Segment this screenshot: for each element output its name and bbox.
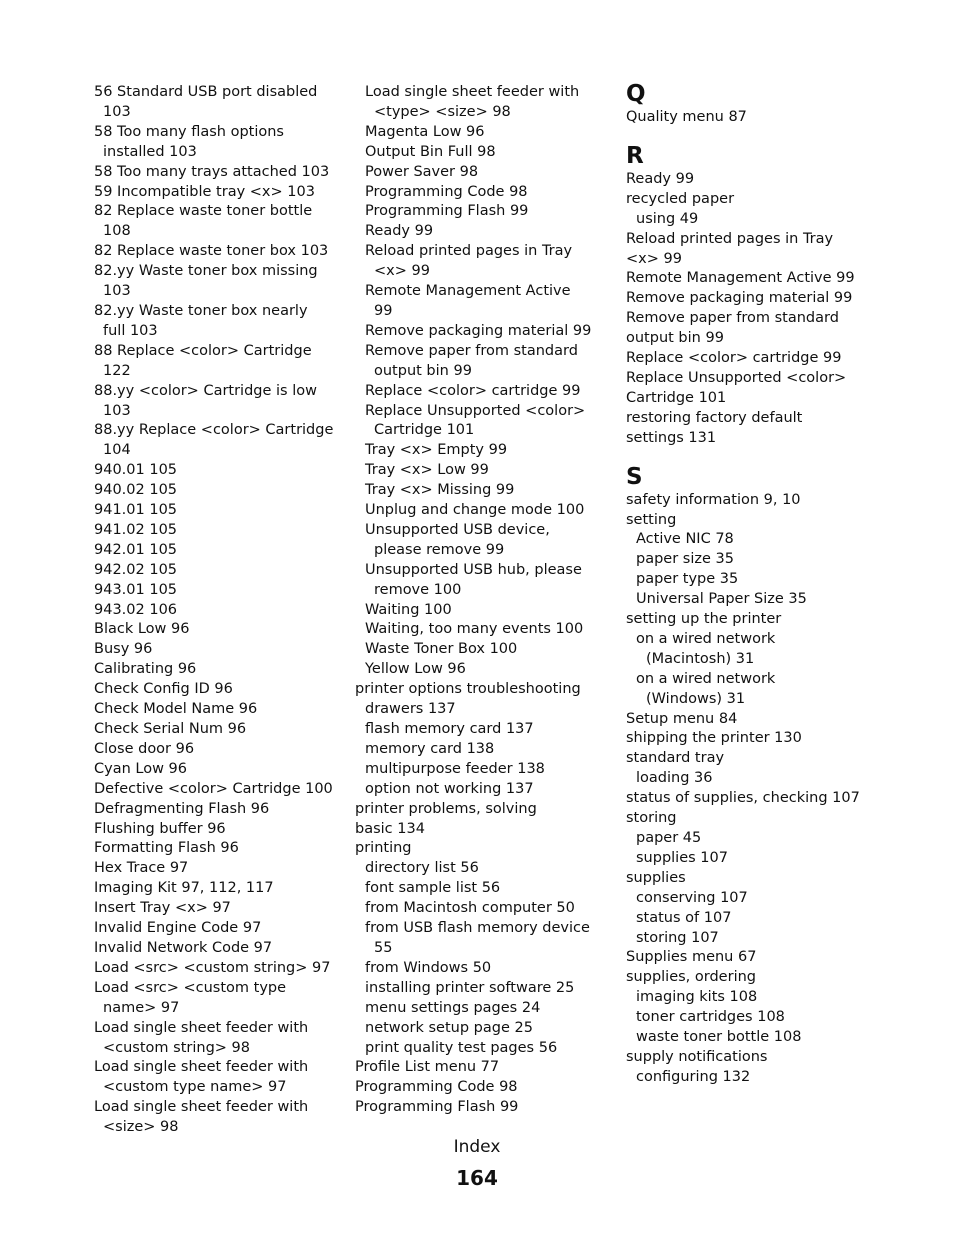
index-entry: Flushing buffer 96 bbox=[94, 820, 226, 837]
index-entry: basic 134 bbox=[355, 820, 425, 837]
index-entry: directory list 56 bbox=[365, 860, 479, 877]
index-entry: paper size 35 bbox=[636, 551, 734, 568]
index-entry: Yellow Low 96 bbox=[365, 661, 466, 678]
index-entry: Remove packaging material 99 bbox=[365, 322, 592, 339]
index-entry: toner cartridges 108 bbox=[636, 1009, 785, 1026]
index-entry: status of 107 bbox=[636, 909, 732, 926]
index-entry: output bin 99 bbox=[626, 330, 724, 347]
letter-heading-s: S bbox=[626, 463, 643, 490]
index-entry: installing printer software 25 bbox=[365, 979, 575, 996]
index-entry: Tray <x> Empty 99 bbox=[365, 442, 508, 459]
index-entry: supplies 107 bbox=[636, 849, 728, 866]
index-entry: supply notifications bbox=[626, 1048, 768, 1065]
index-entry: Replace Unsupported <color> Cartridge 101 bbox=[365, 402, 586, 439]
letter-heading-r: R bbox=[626, 142, 644, 169]
index-entry: 82.yy Waste toner box nearly full 103 bbox=[94, 302, 308, 339]
index-entry: 88 Replace <color> Cartridge 122 bbox=[94, 342, 312, 379]
index-entry: setting bbox=[626, 511, 677, 528]
index-entry: Invalid Network Code 97 bbox=[94, 939, 273, 956]
index-entry: 56 Standard USB port disabled 103 bbox=[94, 84, 318, 120]
index-entry: 943.01 105 bbox=[94, 581, 178, 598]
index-entry: Unsupported USB device, please remove 99 bbox=[365, 521, 550, 558]
index-entry: shipping the printer 130 bbox=[626, 730, 802, 747]
index-entry: printer options troubleshooting bbox=[355, 681, 581, 698]
index-entry: Check Config ID 96 bbox=[94, 681, 233, 698]
index-entry: supplies bbox=[626, 869, 686, 886]
index-entry: flash memory card 137 bbox=[365, 721, 534, 737]
index-entry: Check Serial Num 96 bbox=[94, 721, 247, 737]
index-entry: printer problems, solving bbox=[355, 800, 537, 817]
index-entry: Waiting, too many events 100 bbox=[365, 621, 584, 638]
index-entry: Close door 96 bbox=[94, 740, 195, 757]
index-entry: Tray <x> Missing 99 bbox=[365, 482, 515, 499]
index-entry: menu settings pages 24 bbox=[365, 999, 541, 1016]
index-entry: font sample list 56 bbox=[365, 880, 501, 897]
index-entry: 82 Replace waste toner box 103 bbox=[94, 243, 329, 260]
index-group-q bbox=[626, 108, 876, 128]
index-entry: option not working 137 bbox=[365, 780, 534, 797]
index-entry: Load <src> <custom string> 97 bbox=[94, 959, 331, 976]
index-entry: Supplies menu 67 bbox=[626, 949, 757, 966]
index-entry: settings 131 bbox=[626, 429, 717, 446]
index-entry: Output Bin Full 98 bbox=[365, 143, 496, 160]
index-entry: status of supplies, checking 107 bbox=[626, 790, 860, 807]
index-entry: Invalid Engine Code 97 bbox=[94, 920, 262, 937]
index-entry: loading 36 bbox=[636, 770, 713, 787]
index-entry: printing bbox=[355, 840, 412, 857]
index-entry: (Windows) 31 bbox=[646, 690, 746, 707]
index-entry: 940.02 105 bbox=[94, 482, 178, 499]
index-entry: Busy 96 bbox=[94, 641, 153, 658]
index-entry: storing 107 bbox=[636, 929, 719, 946]
index-entry: paper 45 bbox=[636, 830, 702, 846]
index-entry: conserving 107 bbox=[636, 889, 748, 906]
index-entry: drawers 137 bbox=[365, 701, 456, 718]
index-entry: 942.02 105 bbox=[94, 561, 178, 578]
index-entry: Power Saver 98 bbox=[365, 163, 479, 180]
index-entry: 88.yy <color> Cartridge is low 103 bbox=[94, 382, 317, 419]
index-entry: 940.01 105 bbox=[94, 462, 178, 479]
index-entry: 88.yy Replace <color> Cartridge 104 bbox=[94, 422, 334, 459]
index-entry: Active NIC 78 bbox=[636, 531, 734, 548]
index-entry: Load <src> <custom type name> 97 bbox=[94, 979, 287, 1016]
index-entry: standard tray bbox=[626, 750, 725, 767]
index-entry: Remove paper from standard output bin 99 bbox=[365, 342, 578, 379]
index-column-1 bbox=[94, 83, 334, 1138]
index-entry: Waiting 100 bbox=[365, 601, 452, 618]
index-entry: Check Model Name 96 bbox=[94, 701, 258, 718]
index-entry: Ready 99 bbox=[626, 170, 695, 187]
index-entry: Programming Flash 99 bbox=[365, 203, 529, 220]
index-entry: Black Low 96 bbox=[94, 621, 190, 638]
index-entry: on a wired network bbox=[636, 630, 776, 647]
index-entry: restoring factory default bbox=[626, 409, 803, 426]
index-group-r bbox=[626, 170, 876, 449]
index-entry: (Macintosh) 31 bbox=[646, 650, 755, 667]
index-entry: setting up the printer bbox=[626, 611, 782, 628]
index-entry: Quality menu 87 bbox=[626, 109, 747, 125]
index-entry: network setup page 25 bbox=[365, 1019, 533, 1036]
index-entry: 943.02 106 bbox=[94, 601, 178, 618]
index-column-3 bbox=[626, 80, 876, 1088]
index-entry: multipurpose feeder 138 bbox=[365, 760, 545, 777]
index-entry: Load single sheet feeder with <custom type name> 97 bbox=[94, 1059, 309, 1096]
index-entry: Unsupported USB hub, please remove 100 bbox=[365, 561, 582, 598]
index-entry: Reload printed pages in Tray <x> 99 bbox=[365, 243, 573, 280]
index-entry: Programming Code 98 bbox=[355, 1079, 518, 1096]
index-column-2 bbox=[355, 83, 593, 1118]
index-entry: print quality test pages 56 bbox=[365, 1039, 558, 1056]
index-entry: Remote Management Active 99 bbox=[365, 283, 571, 319]
index-entry: from Macintosh computer 50 bbox=[365, 900, 575, 917]
index-entry: <x> 99 bbox=[626, 250, 682, 267]
footer-page-number: 164 bbox=[456, 1166, 498, 1190]
index-entry: Ready 99 bbox=[365, 223, 434, 240]
index-entry: Defragmenting Flash 96 bbox=[94, 800, 270, 817]
index-entry: Formatting Flash 96 bbox=[94, 840, 239, 857]
index-entry: 82 Replace waste toner bottle 108 bbox=[94, 203, 313, 240]
index-entry: supplies, ordering bbox=[626, 969, 756, 986]
index-entry: Remove paper from standard bbox=[626, 310, 839, 327]
index-entry: Programming Code 98 bbox=[365, 183, 528, 200]
index-entry: Insert Tray <x> 97 bbox=[94, 900, 231, 917]
index-entry: from USB flash memory device 55 bbox=[365, 920, 590, 956]
index-entry: 58 Too many flash options installed 103 bbox=[94, 123, 284, 160]
index-entry: configuring 132 bbox=[636, 1068, 751, 1085]
index-entry: Waste Toner Box 100 bbox=[365, 641, 518, 658]
index-entry: 59 Incompatible tray <x> 103 bbox=[94, 183, 315, 200]
index-entry: safety information 9, 10 bbox=[626, 491, 801, 508]
index-entry: recycled paper bbox=[626, 190, 735, 207]
index-entry: on a wired network bbox=[636, 670, 776, 687]
index-entry: 941.01 105 bbox=[94, 502, 178, 519]
index-entry: Profile List menu 77 bbox=[355, 1059, 500, 1076]
index-entry: Load single sheet feeder with <custom string> 98 bbox=[94, 1019, 309, 1056]
index-entry: Programming Flash 99 bbox=[355, 1099, 519, 1116]
index-entry: Calibrating 96 bbox=[94, 661, 197, 678]
index-entry: Imaging Kit 97, 112, 117 bbox=[94, 880, 274, 897]
index-entry: Universal Paper Size 35 bbox=[636, 591, 807, 608]
index-entry: Load single sheet feeder with <size> 98 bbox=[94, 1099, 309, 1136]
index-entry: 58 Too many trays attached 103 bbox=[94, 163, 330, 180]
index-entry: Setup menu 84 bbox=[626, 710, 738, 727]
index-entry: Tray <x> Low 99 bbox=[365, 462, 489, 479]
index-entry: waste toner bottle 108 bbox=[636, 1029, 802, 1046]
index-entry: paper type 35 bbox=[636, 571, 739, 588]
index-entry: memory card 138 bbox=[365, 740, 495, 757]
index-entry: Remove packaging material 99 bbox=[626, 290, 853, 307]
index-entry: Reload printed pages in Tray bbox=[626, 230, 834, 247]
index-entry: Remote Management Active 99 bbox=[626, 270, 855, 287]
index-entry: Unplug and change mode 100 bbox=[365, 502, 585, 519]
index-entry: Defective <color> Cartridge 100 bbox=[94, 780, 333, 797]
index-entry: Cyan Low 96 bbox=[94, 760, 188, 777]
index-entry: 942.01 105 bbox=[94, 541, 178, 558]
index-entry: Hex Trace 97 bbox=[94, 860, 189, 877]
index-entry: Magenta Low 96 bbox=[365, 123, 485, 140]
index-entry: using 49 bbox=[636, 210, 699, 227]
index-entry: Replace Unsupported <color> bbox=[626, 369, 847, 386]
index-entry: from Windows 50 bbox=[365, 959, 492, 976]
index-entry: storing bbox=[626, 810, 677, 827]
index-entry: Replace <color> cartridge 99 bbox=[365, 382, 581, 399]
index-group-s bbox=[626, 491, 876, 1088]
index-entry: Replace <color> cartridge 99 bbox=[626, 350, 842, 367]
index-entry: imaging kits 108 bbox=[636, 989, 758, 1006]
index-entry: Cartridge 101 bbox=[626, 389, 727, 406]
index-entry: Load single sheet feeder with <type> <size> 98 bbox=[365, 84, 580, 120]
letter-heading-q: Q bbox=[626, 81, 646, 107]
index-entry: 941.02 105 bbox=[94, 521, 178, 538]
footer-section-title: Index bbox=[453, 1137, 501, 1157]
index-entry: 82.yy Waste toner box missing 103 bbox=[94, 263, 318, 300]
